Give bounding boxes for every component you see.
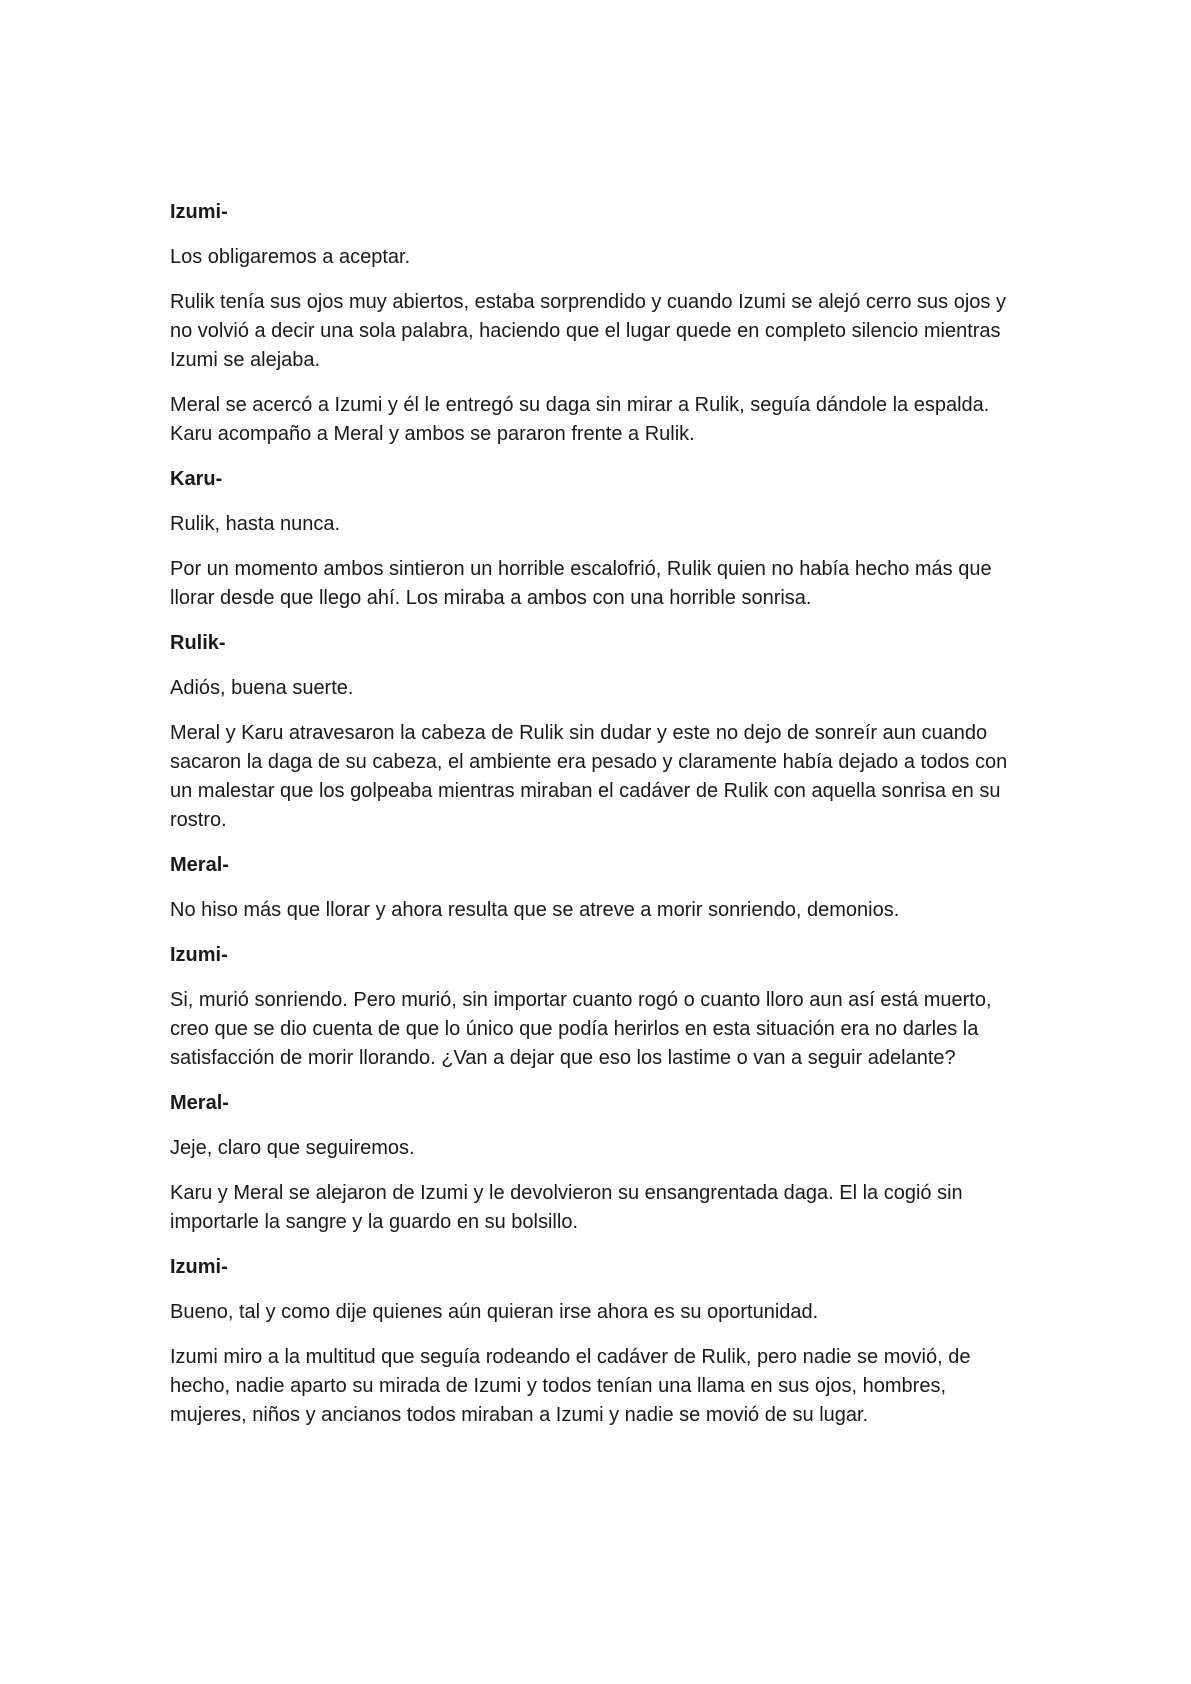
dialogue-line: Adiós, buena suerte. bbox=[170, 677, 354, 699]
speaker-label: Izumi- bbox=[170, 944, 228, 966]
dialogue-line: Bueno, tal y como dije quienes aún quieran irse ahora es su oportunidad. bbox=[170, 1301, 819, 1323]
speaker-label: Meral- bbox=[170, 1092, 229, 1114]
dialogue-line: No hiso más que llorar y ahora resulta que se atreve a morir sonriendo, demonios. bbox=[170, 899, 900, 921]
dialogue-line: Jeje, claro que seguiremos. bbox=[170, 1137, 415, 1159]
narration-paragraph: Rulik tenía sus ojos muy abiertos, estaba sorprendido y cuando Izumi se alejó cerro sus ojos y no volvió a decir una sola palabra, haciendo que el lugar quede en completo silencio mientras Izumi se alejaba. bbox=[170, 291, 1006, 371]
narration-paragraph: Por un momento ambos sintieron un horrible escalofrió, Rulik quien no había hecho más que llorar desde que llego ahí. Los miraba a ambos con una horrible sonrisa. bbox=[170, 558, 992, 609]
document-body bbox=[170, 198, 1020, 1446]
narration-paragraph: Izumi miro a la multitud que seguía rodeando el cadáver de Rulik, pero nadie se movió, de hecho, nadie aparto su mirada de Izumi y todos tenían una llama en sus ojos, hombres, mujeres, niños y ancianos todos miraban a Izumi y nadie se movió de su lugar. bbox=[170, 1346, 971, 1426]
speaker-label: Rulik- bbox=[170, 632, 226, 654]
dialogue-line: Rulik, hasta nunca. bbox=[170, 513, 341, 535]
narration-paragraph: Meral se acercó a Izumi y él le entregó su daga sin mirar a Rulik, seguía dándole la espalda. Karu acompaño a Meral y ambos se pararon frente a Rulik. bbox=[170, 394, 990, 445]
speaker-label: Karu- bbox=[170, 468, 223, 490]
dialogue-line: Si, murió sonriendo. Pero murió, sin importar cuanto rogó o cuanto lloro aun así está muerto, creo que se dio cuenta de que lo único que podía herirlos en esta situación era no darles la satisfacción de morir llorando. ¿Van a dejar que eso los lastime o van a seguir adelante? bbox=[170, 989, 992, 1069]
speaker-label: Izumi- bbox=[170, 201, 228, 223]
speaker-label: Meral- bbox=[170, 854, 229, 876]
narration-paragraph: Meral y Karu atravesaron la cabeza de Rulik sin dudar y este no dejo de sonreír aun cuando sacaron la daga de su cabeza, el ambiente era pesado y claramente había dejado a todos con un malestar que los golpeaba mientras miraban el cadáver de Rulik con aquella sonrisa en su rostro. bbox=[170, 722, 1008, 831]
narration-paragraph: Karu y Meral se alejaron de Izumi y le devolvieron su ensangrentada daga. El la cogió sin importarle la sangre y la guardo en su bolsillo. bbox=[170, 1182, 963, 1233]
dialogue-line: Los obligaremos a aceptar. bbox=[170, 246, 411, 268]
speaker-label: Izumi- bbox=[170, 1256, 228, 1278]
